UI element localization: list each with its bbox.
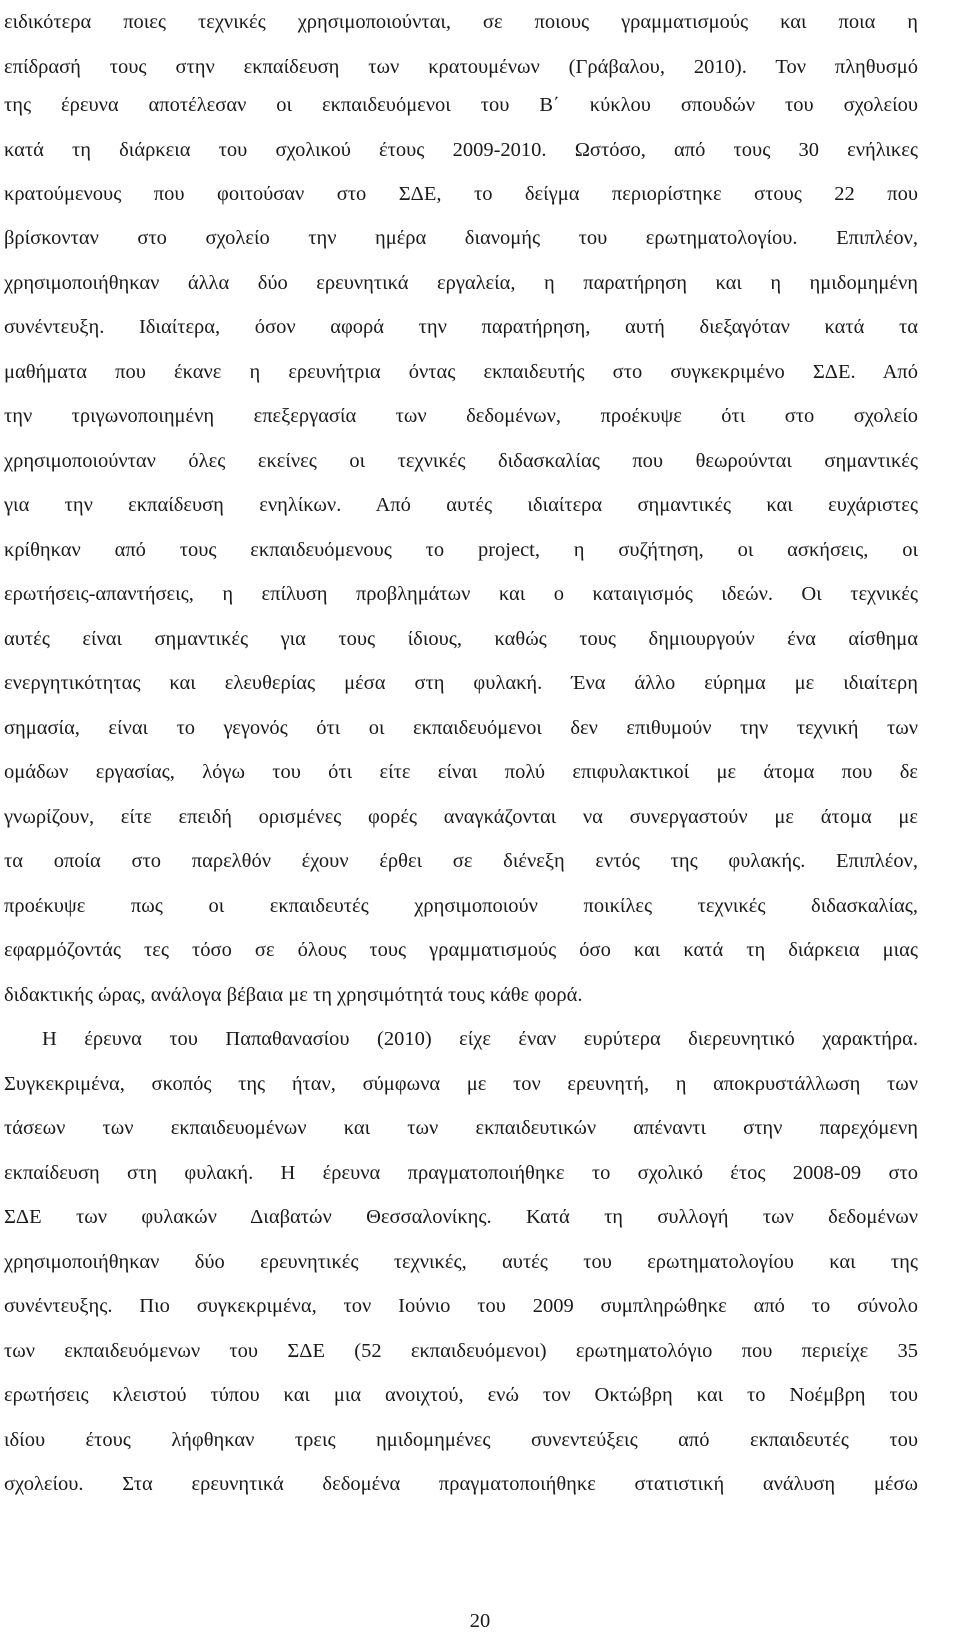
text-line: ερωτήσεις κλειστού τύπου και μια ανοιχτού, ενώ τον Οκτώβρη και το Νοέμβρη του bbox=[4, 1384, 918, 1406]
text-line: κατά τη διάρκεια του σχολικού έτους 2009-2010. Ωστόσο, από τους 30 ενήλικες bbox=[4, 139, 918, 161]
text-line: μαθήματα που έκανε η ερευνήτρια όντας εκπαιδευτής στο συγκεκριμένο ΣΔΕ. Από bbox=[4, 361, 918, 383]
text-line: προέκυψε πως οι εκπαιδευτές χρησιμοποιούν ποικίλες τεχνικές διδασκαλίας, bbox=[4, 895, 918, 917]
text-line: εφαρμόζοντάς τες τόσο σε όλους τους γραμματισμούς όσο και κατά τη διάρκεια μιας bbox=[4, 939, 918, 961]
text-line: κρατούμενους που φοιτούσαν στο ΣΔΕ, το δείγμα περιορίστηκε στους 22 που bbox=[4, 183, 918, 205]
text-line: κρίθηκαν από τους εκπαιδευόμενους το project, η συζήτηση, οι ασκήσεις, οι bbox=[4, 539, 918, 561]
text-line: σχολείου. Στα ερευνητικά δεδομένα πραγματοποιήθηκε στατιστική ανάλυση μέσω bbox=[4, 1473, 918, 1495]
text-line: αυτές είναι σημαντικές για τους ίδιους, καθώς τους δημιουργούν ένα αίσθημα bbox=[4, 628, 918, 650]
text-line: διδακτικής ώρας, ανάλογα βέβαια με τη χρησιμότητά τους κάθε φορά. bbox=[4, 984, 583, 1006]
text-line: ενεργητικότητας και ελευθερίας μέσα στη φυλακή. Ένα άλλο εύρημα με ιδιαίτερη bbox=[4, 672, 918, 694]
text-line: συνέντευξη. Ιδιαίτερα, όσον αφορά την παρατήρηση, αυτή διεξαγόταν κατά τα bbox=[4, 316, 918, 338]
text-line: ειδικότερα ποιες τεχνικές χρησιμοποιούνται, σε ποιους γραμματισμούς και ποια η bbox=[4, 11, 918, 33]
text-line: σημασία, είναι το γεγονός ότι οι εκπαιδευόμενοι δεν επιθυμούν την τεχνική των bbox=[4, 717, 918, 739]
text-line: ιδίου έτους λήφθηκαν τρεις ημιδομημένες συνεντεύξεις από εκπαιδευτές του bbox=[4, 1429, 918, 1451]
text-line: για την εκπαίδευση ενηλίκων. Από αυτές ιδιαίτερα σημαντικές και ευχάριστες bbox=[4, 494, 918, 516]
text-line: Συγκεκριμένα, σκοπός της ήταν, σύμφωνα με τον ερευνητή, η αποκρυστάλλωση των bbox=[4, 1073, 918, 1095]
text-line: γνωρίζουν, είτε επειδή ορισμένες φορές αναγκάζονται να συνεργαστούν με άτομα με bbox=[4, 806, 918, 828]
text-line: χρησιμοποιούνταν όλες εκείνες οι τεχνικές διδασκαλίας που θεωρούνται σημαντικές bbox=[4, 450, 918, 472]
text-line: ερωτήσεις-απαντήσεις, η επίλυση προβλημάτων και ο καταιγισμός ιδεών. Οι τεχνικές bbox=[4, 583, 918, 605]
text-line: συνέντευξης. Πιο συγκεκριμένα, τον Ιούνιο του 2009 συμπληρώθηκε από το σύνολο bbox=[4, 1295, 918, 1317]
text-line: Η έρευνα του Παπαθανασίου (2010) είχε έναν ευρύτερα διερευνητικό χαρακτήρα. bbox=[42, 1028, 918, 1050]
text-line: χρησιμοποιήθηκαν άλλα δύο ερευνητικά εργαλεία, η παρατήρηση και η ημιδομημένη bbox=[4, 272, 918, 294]
text-line: τα οποία στο παρελθόν έχουν έρθει σε διένεξη εντός της φυλακής. Επιπλέον, bbox=[4, 850, 918, 872]
text-line: των εκπαιδευόμενων του ΣΔΕ (52 εκπαιδευόμενοι) ερωτηματολόγιο που περιείχε 35 bbox=[4, 1340, 918, 1362]
text-line: τάσεων των εκπαιδευομένων και των εκπαιδευτικών απέναντι στην παρεχόμενη bbox=[4, 1117, 918, 1139]
text-line: της έρευνα αποτέλεσαν οι εκπαιδευόμενοι του Β΄ κύκλου σπουδών του σχολείου bbox=[4, 94, 918, 116]
text-line: βρίσκονταν στο σχολείο την ημέρα διανομής του ερωτηματολογίου. Επιπλέον, bbox=[4, 227, 918, 249]
text-line: την τριγωνοποιημένη επεξεργασία των δεδομένων, προέκυψε ότι στο σχολείο bbox=[4, 405, 918, 427]
text-line: χρησιμοποιήθηκαν δύο ερευνητικές τεχνικές, αυτές του ερωτηματολογίου και της bbox=[4, 1251, 918, 1273]
text-line: ομάδων εργασίας, λόγω του ότι είτε είναι πολύ επιφυλακτικοί με άτομα που δε bbox=[4, 761, 918, 783]
text-line: ΣΔΕ των φυλακών Διαβατών Θεσσαλονίκης. Κατά τη συλλογή των δεδομένων bbox=[4, 1206, 918, 1228]
text-line: επίδρασή τους στην εκπαίδευση των κρατουμένων (Γράβαλου, 2010). Τον πληθυσμό bbox=[4, 56, 918, 78]
text-line: εκπαίδευση στη φυλακή. Η έρευνα πραγματοποιήθηκε το σχολικό έτος 2008-09 στο bbox=[4, 1162, 918, 1184]
page-number: 20 bbox=[469, 1610, 491, 1632]
